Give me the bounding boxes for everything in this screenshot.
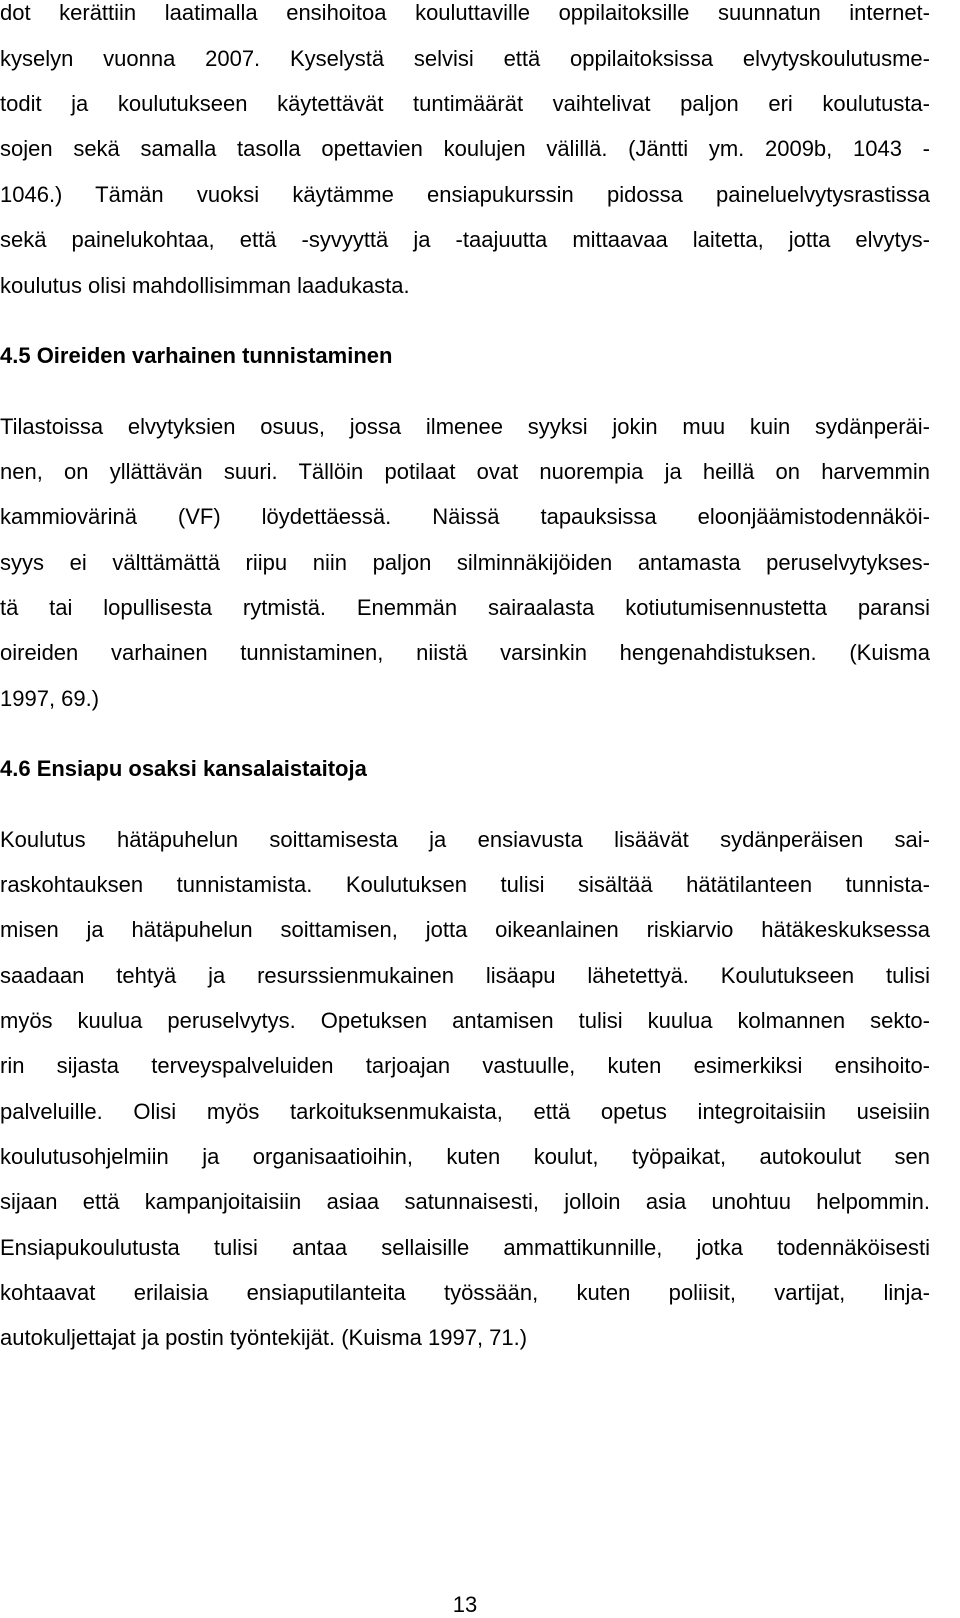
text-line: tä tai lopullisesta rytmistä. Enemmän sairaalasta kotiutumisennustetta paransi xyxy=(0,595,930,620)
text-line: myös kuulua peruselvytys. Opetuksen antamisen tulisi kuulua kolmannen sekto- xyxy=(0,1008,930,1033)
text-line: sekä painelukohtaa, että -syvyyttä ja -taajuutta mittaavaa laitetta, jotta elvytys- xyxy=(0,227,930,252)
text-line: koulutusohjelmiin ja organisaatioihin, kuten koulut, työpaikat, autokoulut sen xyxy=(0,1144,930,1169)
text-line: nen, on yllättävän suuri. Tällöin potilaat ovat nuorempia ja heillä on harvemmin xyxy=(0,459,930,484)
text-line: saadaan tehtyä ja resurssienmukainen lisäapu lähetettyä. Koulutukseen tulisi xyxy=(0,963,930,988)
text-line: todit ja koulutukseen käytettävät tuntimäärät vaihtelivat paljon eri koulutusta- xyxy=(0,91,930,116)
text-line: syys ei välttämättä riipu niin paljon silminnäkijöiden antamasta peruselvytykses- xyxy=(0,550,930,575)
section-heading-4-5: 4.5 Oireiden varhainen tunnistaminen xyxy=(0,343,393,368)
text-line: kohtaavat erilaisia ensiaputilanteita työssään, kuten poliisit, vartijat, linja- xyxy=(0,1280,930,1305)
section-heading-4-6: 4.6 Ensiapu osaksi kansalaistaitoja xyxy=(0,756,367,781)
text-line: dot kerättiin laatimalla ensihoitoa kouluttaville oppilaitoksille suunnatun internet- xyxy=(0,0,930,25)
text-line: Tilastoissa elvytyksien osuus, jossa ilmenee syyksi jokin muu kuin sydänperäi- xyxy=(0,414,930,439)
text-line: koulutus olisi mahdollisimman laadukasta. xyxy=(0,273,410,298)
text-line: autokuljettajat ja postin työntekijät. (Kuisma 1997, 71.) xyxy=(0,1325,528,1350)
text-line: 1997, 69.) xyxy=(0,686,100,711)
text-line: raskohtauksen tunnistamista. Koulutuksen tulisi sisältää hätätilanteen tunnista- xyxy=(0,872,930,897)
text-line: rin sijasta terveyspalveluiden tarjoajan vastuulle, kuten esimerkiksi ensihoito- xyxy=(0,1053,930,1078)
text-line: kyselyn vuonna 2007. Kyselystä selvisi että oppilaitoksissa elvytyskoulutusme- xyxy=(0,46,930,71)
page-number: 13 xyxy=(452,1592,478,1617)
text-line: kammiovärinä (VF) löydettäessä. Näissä tapauksissa eloonjäämistodennäköi- xyxy=(0,504,930,529)
text-line: Ensiapukoulutusta tulisi antaa sellaisille ammattikunnille, jotka todennäköisesti xyxy=(0,1235,930,1260)
text-line: Koulutus hätäpuhelun soittamisesta ja ensiavusta lisäävät sydänperäisen sai- xyxy=(0,827,930,852)
text-line: palveluille. Olisi myös tarkoituksenmukaista, että opetus integroitaisiin useisiin xyxy=(0,1099,930,1124)
text-line: sijaan että kampanjoitaisiin asiaa satunnaisesti, jolloin asia unohtuu helpommin. xyxy=(0,1189,930,1214)
text-line: sojen sekä samalla tasolla opettavien koulujen välillä. (Jäntti ym. 2009b, 1043 - xyxy=(0,136,930,161)
text-line: oireiden varhainen tunnistaminen, niistä varsinkin hengenahdistuksen. (Kuisma xyxy=(0,640,930,665)
text-line: misen ja hätäpuhelun soittamisen, jotta oikeanlainen riskiarvio hätäkeskuksessa xyxy=(0,917,930,942)
text-line: 1046.) Tämän vuoksi käytämme ensiapukurssin pidossa paineluelvytysrastissa xyxy=(0,182,930,207)
